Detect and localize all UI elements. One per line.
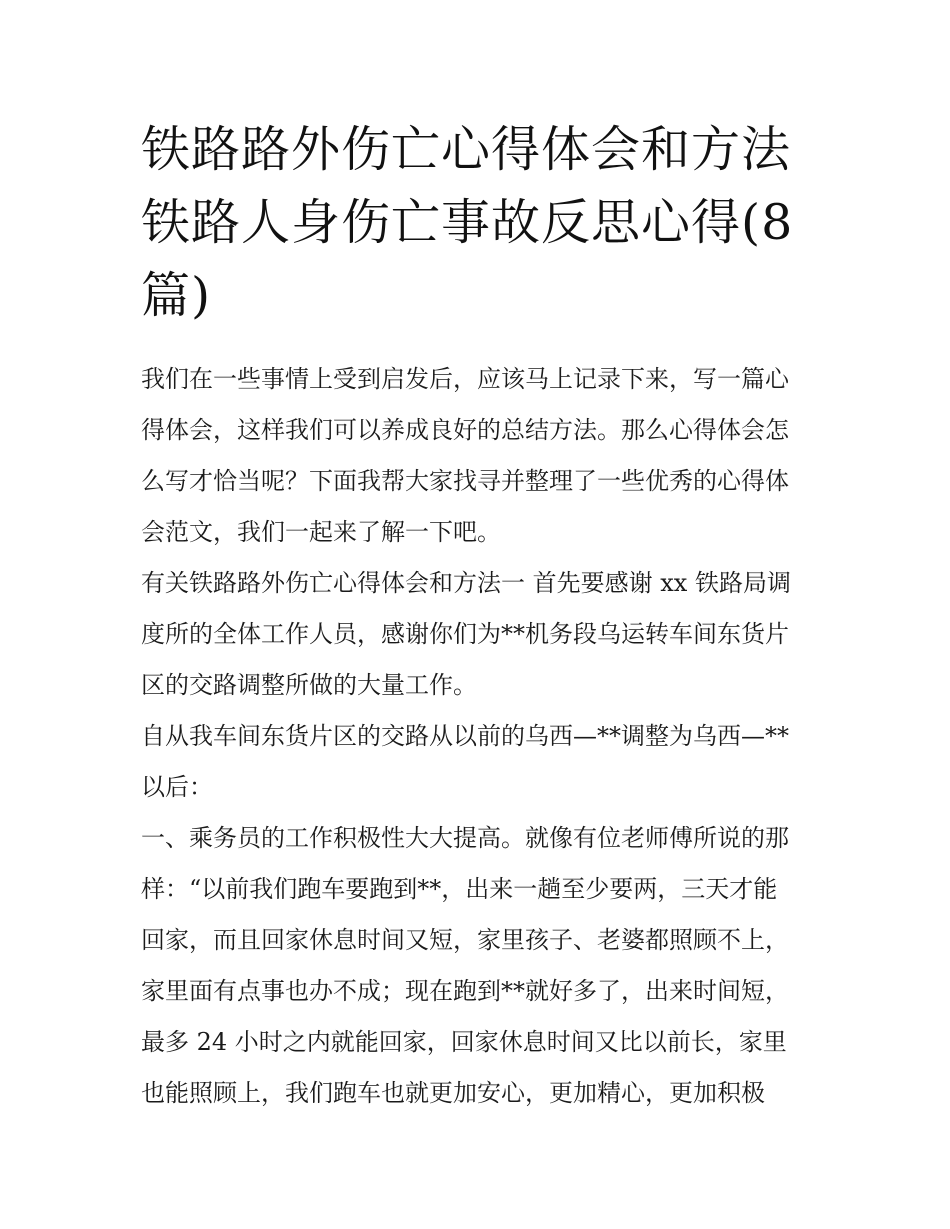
point-one-paragraph	[141, 813, 816, 1119]
thanks-paragraph	[141, 558, 816, 711]
text-line: 回家，而且回家休息时间又短，家里孩子、老婆都照顾不上，	[141, 926, 789, 954]
text-line: 以后：	[141, 773, 213, 801]
text-line: 最多 24 小时之内就能回家，回家休息时间又比以前长，家里	[141, 1028, 787, 1056]
document-body	[141, 354, 816, 1119]
text-line: 样：“以前我们跑车要跑到**，出来一趟至少要两，三天才能	[141, 875, 778, 903]
intro-paragraph	[141, 354, 816, 558]
text-line: 区的交路调整所做的大量工作。	[141, 671, 477, 699]
text-line: 得体会，这样我们可以养成良好的总结方法。那么心得体会怎	[141, 416, 789, 444]
text-line: 有关铁路路外伤亡心得体会和方法一 首先要感谢 xx 铁路局调	[141, 569, 791, 597]
text-line: 也能照顾上，我们跑车也就更加安心，更加精心，更加积极	[141, 1079, 765, 1107]
document-title	[141, 0, 816, 332]
route-change-paragraph	[141, 711, 816, 813]
text-line: 我们在一些事情上受到启发后，应该马上记录下来，写一篇心	[141, 365, 789, 393]
title-line: 铁路人身伤亡事故反思心得(8	[141, 194, 794, 251]
text-line: 一、乘务员的工作积极性大大提高。就像有位老师傅所说的那	[141, 824, 789, 852]
text-line: 家里面有点事也办不成；现在跑到**就好多了，出来时间短，	[141, 977, 789, 1005]
title-line: 篇)	[141, 267, 212, 324]
text-line: 自从我车间东货片区的交路从以前的乌西—**调整为乌西—**	[141, 722, 789, 750]
title-line: 铁路路外伤亡心得体会和方法	[141, 121, 792, 178]
text-line: 么写才恰当呢？下面我帮大家找寻并整理了一些优秀的心得体	[141, 467, 789, 495]
text-line: 度所的全体工作人员，感谢你们为**机务段乌运转车间东货片	[141, 620, 789, 648]
text-line: 会范文，我们一起来了解一下吧。	[141, 518, 501, 546]
document-page	[141, 0, 816, 1119]
